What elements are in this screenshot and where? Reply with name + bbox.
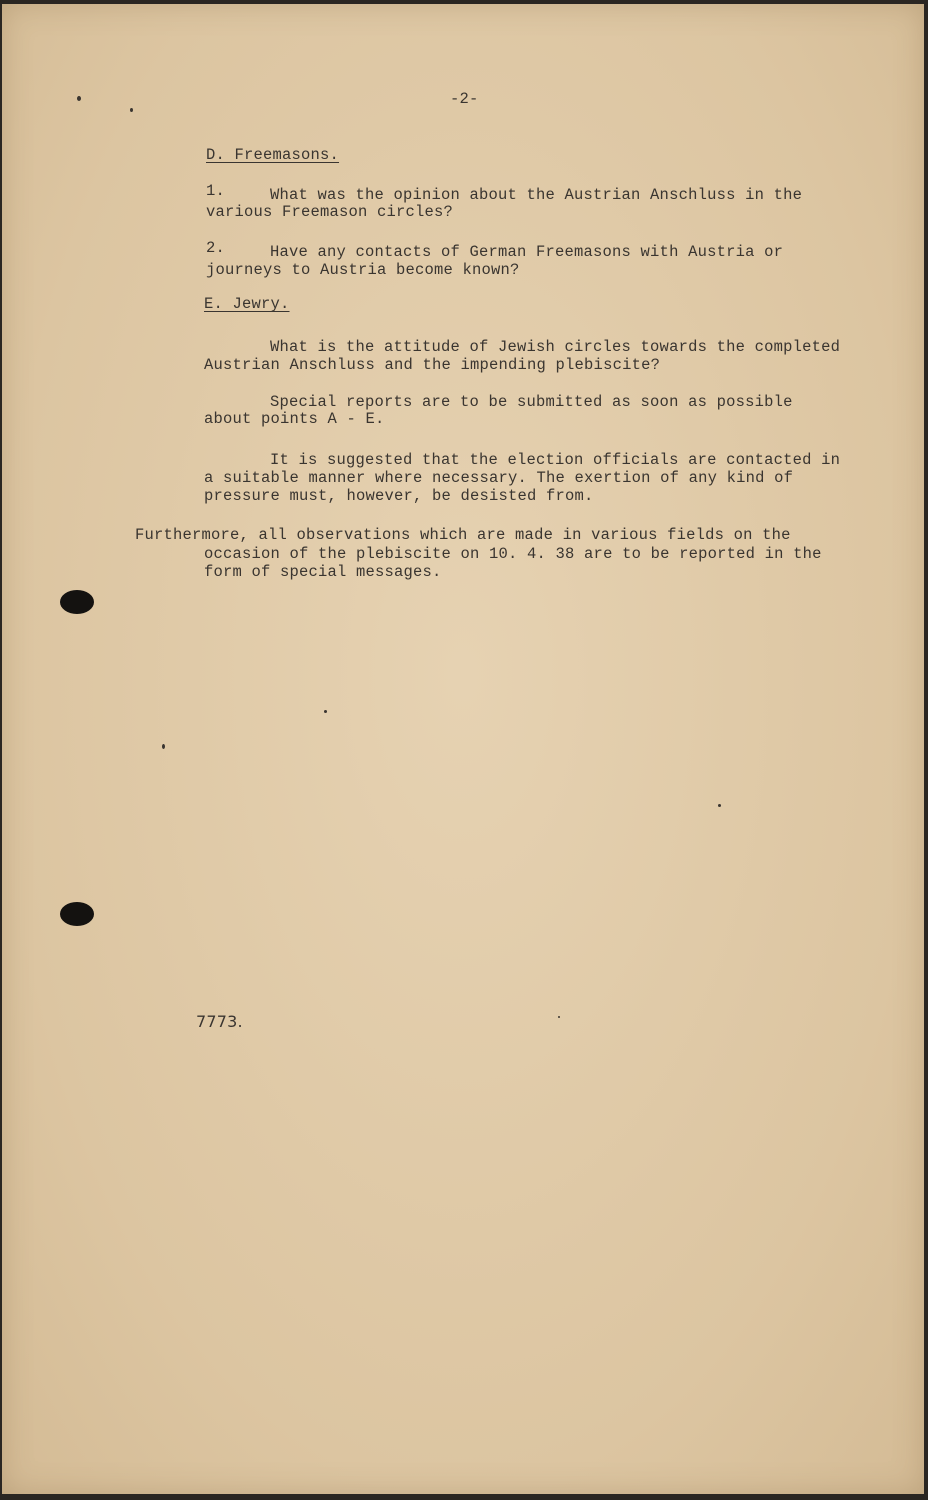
section-e-heading: E. Jewry.	[204, 295, 290, 313]
question-1-number: 1.	[206, 182, 226, 200]
question-2-number: 2.	[206, 239, 226, 257]
question-2-line-1: Have any contacts of German Freemasons with Austria or	[270, 243, 784, 261]
election-officials-line-3: pressure must, however, be desisted from.	[204, 487, 594, 505]
question-1-line-1: What was the opinion about the Austrian Anschluss in the	[270, 186, 803, 204]
closing-line-3: form of special messages.	[204, 563, 442, 581]
page-number: -2-	[450, 90, 479, 108]
document-number: 7773.	[196, 1012, 243, 1031]
document-page	[2, 4, 924, 1494]
section-d-heading: D. Freemasons.	[206, 146, 340, 164]
punch-hole-top	[60, 590, 94, 614]
ink-speck	[77, 96, 81, 101]
election-officials-line-1: It is suggested that the election officials are contacted in	[270, 451, 841, 469]
ink-speck	[718, 804, 721, 807]
jewry-paragraph-line-2: Austrian Anschluss and the impending plebiscite?	[204, 356, 661, 374]
ink-speck	[162, 744, 165, 749]
ink-speck	[130, 108, 133, 112]
closing-line-2: occasion of the plebiscite on 10. 4. 38 are to be reported in the	[204, 545, 822, 563]
ink-speck	[558, 1016, 560, 1018]
election-officials-line-2: a suitable manner where necessary. The exertion of any kind of	[204, 469, 794, 487]
special-reports-line-2: about points A - E.	[204, 410, 385, 428]
ink-speck	[324, 710, 327, 713]
closing-line-1: Furthermore, all observations which are made in various fields on the	[135, 526, 791, 544]
jewry-paragraph-line-1: What is the attitude of Jewish circles towards the completed	[270, 338, 841, 356]
punch-hole-bottom	[60, 902, 94, 926]
special-reports-line-1: Special reports are to be submitted as soon as possible	[270, 393, 793, 411]
question-1-line-2: various Freemason circles?	[206, 203, 454, 221]
question-2-line-2: journeys to Austria become known?	[206, 261, 520, 279]
